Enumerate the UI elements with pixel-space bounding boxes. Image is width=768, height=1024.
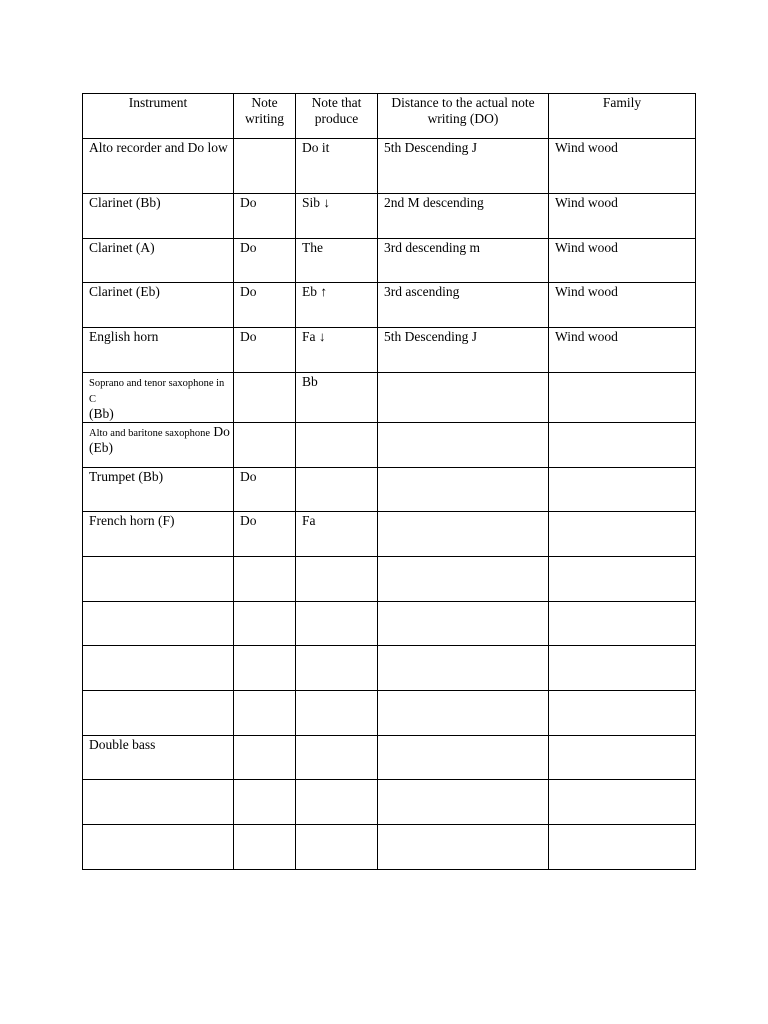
cell-family xyxy=(549,690,696,735)
cell-note-writing xyxy=(234,779,296,824)
cell-instrument: Clarinet (A) xyxy=(83,239,234,283)
table-row xyxy=(83,779,696,824)
header-note-writing: Note writing xyxy=(234,94,296,139)
cell-note-writing xyxy=(234,422,296,467)
cell-note-produce: The xyxy=(296,239,378,283)
cell-distance xyxy=(378,511,549,556)
cell-distance: 5th Descending J xyxy=(378,139,549,194)
cell-distance xyxy=(378,373,549,423)
cell-family xyxy=(549,511,696,556)
cell-note-produce: Bb xyxy=(296,373,378,423)
table-row xyxy=(83,139,696,194)
table-row xyxy=(83,511,696,556)
table-row xyxy=(83,690,696,735)
cell-family xyxy=(549,779,696,824)
cell-instrument xyxy=(83,690,234,735)
cell-family xyxy=(549,824,696,869)
cell-note-produce: Sib ↓ xyxy=(296,194,378,239)
cell-note-writing xyxy=(234,645,296,690)
table-row xyxy=(83,328,696,373)
table-row xyxy=(83,194,696,239)
cell-family: Wind wood xyxy=(549,139,696,194)
cell-distance xyxy=(378,735,549,779)
table-row xyxy=(83,467,696,511)
cell-distance xyxy=(378,824,549,869)
header-row xyxy=(83,94,696,139)
cell-note-produce: Do it xyxy=(296,139,378,194)
cell-instrument-line2: (Bb) xyxy=(89,406,114,421)
cell-instrument: French horn (F) xyxy=(83,511,234,556)
cell-note-produce xyxy=(296,601,378,645)
transposing-instruments-table xyxy=(82,93,696,870)
cell-distance xyxy=(378,690,549,735)
cell-note-produce xyxy=(296,422,378,467)
cell-instrument xyxy=(83,824,234,869)
cell-note-writing xyxy=(234,824,296,869)
cell-distance: 3rd descending m xyxy=(378,239,549,283)
cell-instrument: Double bass xyxy=(83,735,234,779)
cell-family: Wind wood xyxy=(549,328,696,373)
cell-note-writing xyxy=(234,735,296,779)
cell-instrument-line2: (Eb) xyxy=(89,439,113,455)
table-row xyxy=(83,824,696,869)
cell-note-produce: Fa xyxy=(296,511,378,556)
table-row xyxy=(83,556,696,601)
cell-note-produce: Fa ↓ xyxy=(296,328,378,373)
table-row xyxy=(83,283,696,328)
cell-note-writing xyxy=(234,556,296,601)
cell-family xyxy=(549,601,696,645)
cell-note-produce xyxy=(296,735,378,779)
cell-distance xyxy=(378,779,549,824)
cell-distance: 3rd ascending xyxy=(378,283,549,328)
cell-distance xyxy=(378,601,549,645)
cell-family: Wind wood xyxy=(549,239,696,283)
cell-family xyxy=(549,645,696,690)
table-row xyxy=(83,735,696,779)
cell-distance: 2nd M descending xyxy=(378,194,549,239)
cell-note-produce xyxy=(296,824,378,869)
cell-distance xyxy=(378,645,549,690)
cell-note-writing: Do xyxy=(234,283,296,328)
cell-note-produce: Eb ↑ xyxy=(296,283,378,328)
cell-note-produce xyxy=(296,690,378,735)
cell-note-writing xyxy=(234,690,296,735)
header-note-produce: Note that produce xyxy=(296,94,378,139)
cell-instrument xyxy=(83,645,234,690)
cell-distance: 5th Descending J xyxy=(378,328,549,373)
cell-instrument xyxy=(83,601,234,645)
table-row xyxy=(83,645,696,690)
cell-instrument: Clarinet (Eb) xyxy=(83,283,234,328)
cell-instrument: English horn xyxy=(83,328,234,373)
cell-note-produce xyxy=(296,645,378,690)
cell-note-writing: Do xyxy=(234,511,296,556)
cell-instrument-inline: Do xyxy=(213,423,230,439)
cell-note-produce xyxy=(296,467,378,511)
cell-instrument-small-text: Soprano and tenor saxophone in C xyxy=(89,378,225,405)
cell-family xyxy=(549,467,696,511)
cell-family xyxy=(549,422,696,467)
cell-note-writing: Do xyxy=(234,328,296,373)
header-distance: Distance to the actual note writing (DO) xyxy=(378,94,549,139)
cell-distance xyxy=(378,467,549,511)
cell-family: Wind wood xyxy=(549,194,696,239)
cell-instrument: Trumpet (Bb) xyxy=(83,467,234,511)
cell-distance xyxy=(378,422,549,467)
cell-family: Wind wood xyxy=(549,283,696,328)
cell-distance xyxy=(378,556,549,601)
cell-note-produce xyxy=(296,556,378,601)
header-family: Family xyxy=(549,94,696,139)
cell-instrument: Alto recorder and Do low xyxy=(83,139,234,194)
cell-instrument xyxy=(83,779,234,824)
table-row xyxy=(83,422,696,467)
table-row xyxy=(83,239,696,283)
cell-family xyxy=(549,373,696,423)
cell-family xyxy=(549,735,696,779)
header-instrument: Instrument xyxy=(83,94,234,139)
cell-note-writing xyxy=(234,139,296,194)
cell-instrument: Clarinet (Bb) xyxy=(83,194,234,239)
cell-instrument xyxy=(83,373,234,423)
table-row xyxy=(83,601,696,645)
cell-instrument xyxy=(83,422,234,467)
cell-note-writing xyxy=(234,601,296,645)
cell-note-writing xyxy=(234,373,296,423)
cell-note-writing: Do xyxy=(234,239,296,283)
cell-note-produce xyxy=(296,779,378,824)
cell-instrument-small-text: Alto and baritone saxophone xyxy=(89,427,211,439)
table-row xyxy=(83,373,696,423)
cell-note-writing: Do xyxy=(234,467,296,511)
cell-family xyxy=(549,556,696,601)
cell-instrument xyxy=(83,556,234,601)
cell-note-writing: Do xyxy=(234,194,296,239)
